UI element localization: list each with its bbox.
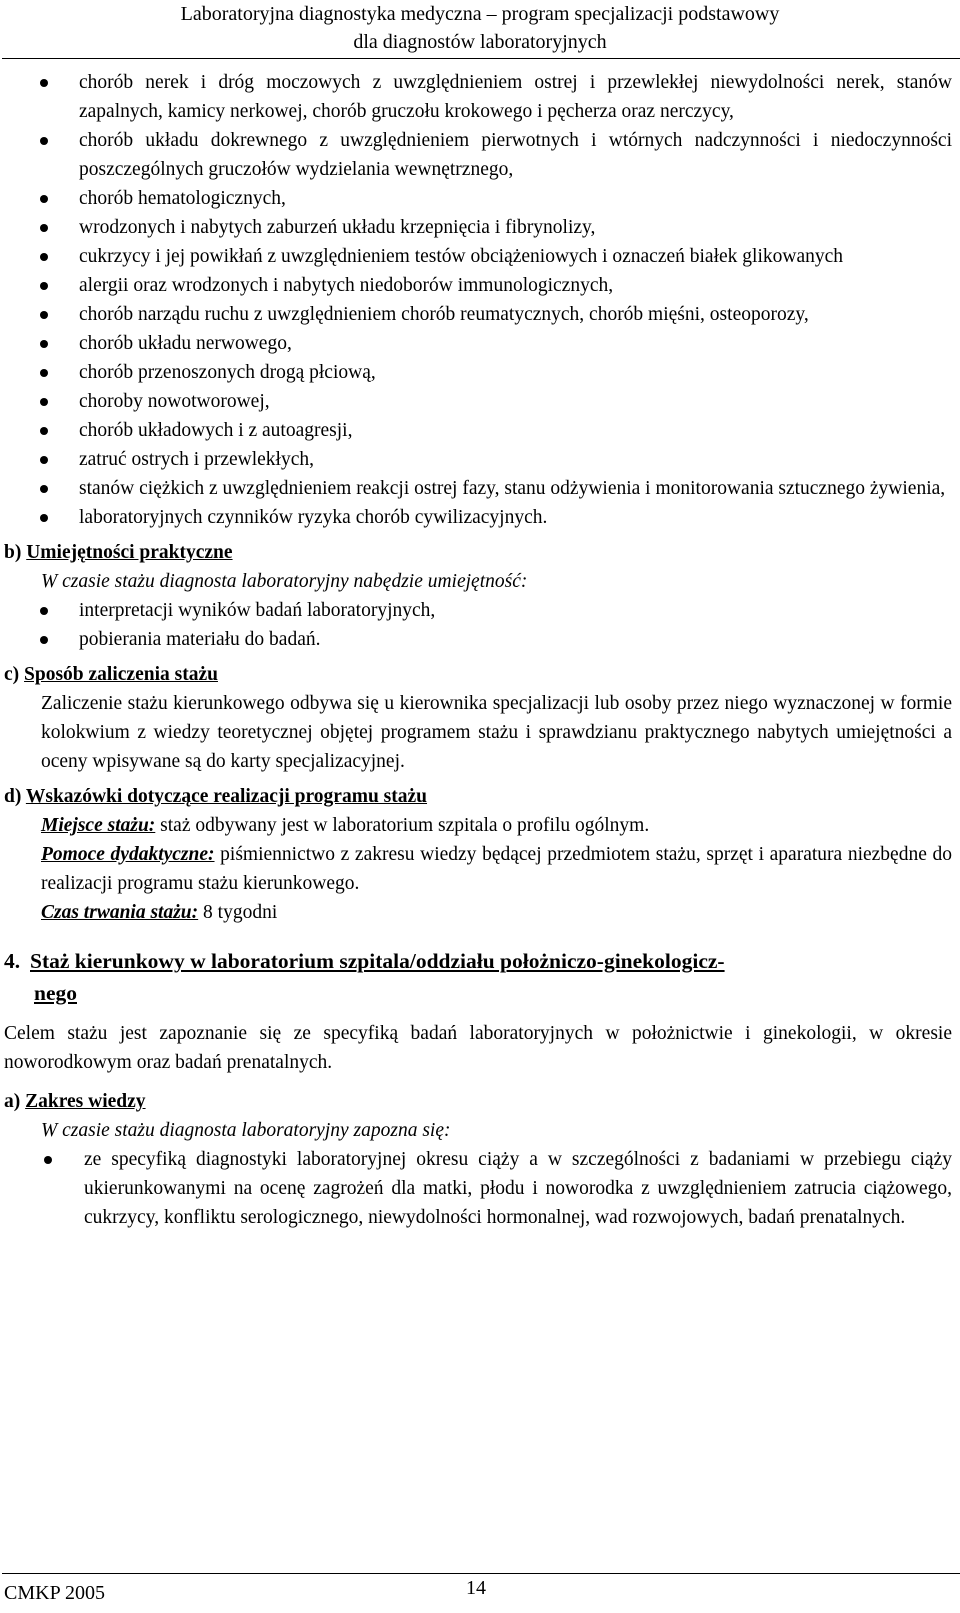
section-c-text: Zaliczenie stażu kierunkowego odbywa się u kierownika specjalizacji lub osoby przez niego wyznaczonej w formie kolokwium z wiedzy teoretycznej objętej programem stażu i sprawdzianu praktycznego nabytych umiejętności a oceny wpisywane są do karty specjalizacyjnej.: [41, 693, 952, 772]
duration-text: 8 tygodni: [198, 902, 278, 923]
list-item-text: chorób układu dokrewnego z uwzględnieniem pierwotnych i wtórnych nadczynności i niedoczynności poszczególnych gruczołów wydzielania wewnętrznego,: [79, 130, 952, 180]
list-item: [0, 474, 960, 503]
list-item: [0, 329, 960, 358]
section-c-heading: [0, 660, 960, 689]
place-text: staż odbywany jest w laboratorium szpitala o profilu ogólnym.: [155, 815, 650, 836]
section-4-heading: [0, 945, 960, 1009]
section-4a-list: [0, 1145, 960, 1232]
page-content: [0, 68, 960, 1232]
section-4a-prefix: a): [4, 1091, 26, 1112]
list-item-text: chorób przenoszonych drogą płciową,: [79, 362, 376, 383]
list-item-text: laboratoryjnych czynników ryzyka chorób cywilizacyjnych.: [79, 507, 548, 528]
section-d-aids: [0, 840, 960, 898]
list-item-text: chorób hematologicznych,: [79, 188, 286, 209]
aids-text: piśmiennictwo z zakresu wiedzy będącej przedmiotem stażu, sprzęt i aparatura niezbędne do realizacji programu stażu kierunkowego.: [41, 844, 953, 894]
list-item: [0, 596, 960, 625]
list-item-text: chorób układu nerwowego,: [79, 333, 292, 354]
list-item: [0, 184, 960, 213]
bullet-icon: [40, 369, 48, 377]
list-item: [0, 1145, 960, 1232]
section-b-prefix: b): [4, 542, 27, 563]
section-c-prefix: c): [4, 664, 25, 685]
bullet-icon: [40, 340, 48, 348]
section-d-place: [0, 811, 960, 840]
list-item-text: wrodzonych i nabytych zaburzeń układu krzepnięcia i fibrynolizy,: [79, 217, 596, 238]
section-4-intro: Celem stażu jest zapoznanie się ze specyfiką badań laboratoryjnych w położnictwie i ginekologii, w okresie noworodkowym oraz badań prenatalnych.: [4, 1023, 952, 1073]
list-item-text: choroby nowotworowej,: [79, 391, 270, 412]
bullet-icon: [40, 398, 48, 406]
list-item: [0, 445, 960, 474]
page-header: [0, 0, 960, 56]
list-item-text: ze specyfiką diagnostyki laboratoryjnej okresu ciąży a w szczególności z badaniami w przebiegu ciąży ukierunkowanymi na ocenę zagrożeń dla matki, płodu i noworodka z uwzględnieniem zatrucia ciążowego, cukrzycy, konfliktu serologicznego, niewydolności hormonalnej, wad rozwojowych, badań prenatalnych.: [84, 1149, 952, 1228]
section-b-intro: W czasie stażu diagnosta laboratoryjny nabędzie umiejętność:: [41, 571, 528, 592]
list-item: [0, 242, 960, 271]
section-4a-intro: W czasie stażu diagnosta laboratoryjny zapozna się:: [41, 1120, 451, 1141]
bullet-icon: [40, 137, 48, 145]
page-number: 14: [466, 1577, 486, 1599]
skills-list: [0, 596, 960, 654]
section-4-title-line2: nego: [34, 981, 77, 1005]
list-item-text: pobierania materiału do badań.: [79, 629, 321, 650]
list-item: [0, 213, 960, 242]
section-c-title: Sposób zaliczenia stażu: [24, 664, 218, 685]
list-item: [0, 271, 960, 300]
bullet-icon: [40, 253, 48, 261]
footer-label: CMKP 2005: [4, 1582, 105, 1604]
list-item: [0, 416, 960, 445]
bullet-icon: [40, 514, 48, 522]
bullet-icon: [44, 1156, 52, 1164]
list-item-text: chorób układowych i z autoagresji,: [79, 420, 353, 441]
knowledge-list: [0, 68, 960, 532]
list-item-text: zatruć ostrych i przewlekłych,: [79, 449, 314, 470]
list-item: [0, 358, 960, 387]
section-d-title: Wskazówki dotyczące realizacji programu stażu: [25, 786, 428, 807]
section-d-prefix: d): [4, 786, 26, 807]
bullet-icon: [40, 79, 48, 87]
bullet-icon: [40, 427, 48, 435]
place-label: Miejsce stażu:: [41, 815, 156, 836]
list-item-text: chorób nerek i dróg moczowych z uwzględnieniem ostrej i przewlekłej niewydolności nerek, stanów zapalnych, kamicy nerkowej, chorób gruczołu krokowego i pęcherza oraz nerczycy,: [79, 72, 952, 122]
bullet-icon: [40, 224, 48, 232]
header-divider: [2, 58, 960, 59]
bullet-icon: [40, 195, 48, 203]
section-4-number: 4.: [4, 949, 21, 973]
list-item: [0, 300, 960, 329]
section-4a-title: Zakres wiedzy: [25, 1091, 146, 1112]
header-title-line2: dla diagnostów laboratoryjnych: [353, 31, 607, 53]
list-item-text: alergii oraz wrodzonych i nabytych niedoborów immunologicznych,: [79, 275, 614, 296]
bullet-icon: [40, 636, 48, 644]
section-d-heading: [0, 782, 960, 811]
section-4-title-line1: Staż kierunkowy w laboratorium szpitala/oddziału położniczo-ginekologicz-: [30, 949, 725, 973]
list-item: [0, 625, 960, 654]
list-item-text: cukrzycy i jej powikłań z uwzględnieniem testów obciążeniowych i oznaczeń białek glikowanych: [79, 246, 844, 267]
section-d-duration: [0, 898, 960, 927]
bullet-icon: [40, 282, 48, 290]
header-title-line1: Laboratoryjna diagnostyka medyczna – program specjalizacji podstawowy: [180, 3, 780, 25]
bullet-icon: [40, 456, 48, 464]
bullet-icon: [40, 485, 48, 493]
section-b-title: Umiejętności praktyczne: [26, 542, 233, 563]
bullet-icon: [40, 607, 48, 615]
aids-label: Pomoce dydaktyczne:: [41, 844, 215, 865]
bullet-icon: [40, 311, 48, 319]
list-item-text: interpretacji wyników badań laboratoryjnych,: [79, 600, 436, 621]
footer-divider: [2, 1573, 960, 1574]
list-item: [0, 126, 960, 184]
list-item-text: stanów ciężkich z uwzględnieniem reakcji ostrej fazy, stanu odżywienia i monitorowania sztucznego żywienia,: [79, 478, 946, 499]
section-b-heading: [0, 538, 960, 567]
section-4a-heading: [0, 1087, 960, 1116]
duration-label: Czas trwania stażu:: [41, 902, 199, 923]
list-item: [0, 68, 960, 126]
list-item-text: chorób narządu ruchu z uwzględnieniem chorób reumatycznych, chorób mięśni, osteoporozy,: [79, 304, 809, 325]
list-item: [0, 503, 960, 532]
list-item: [0, 387, 960, 416]
